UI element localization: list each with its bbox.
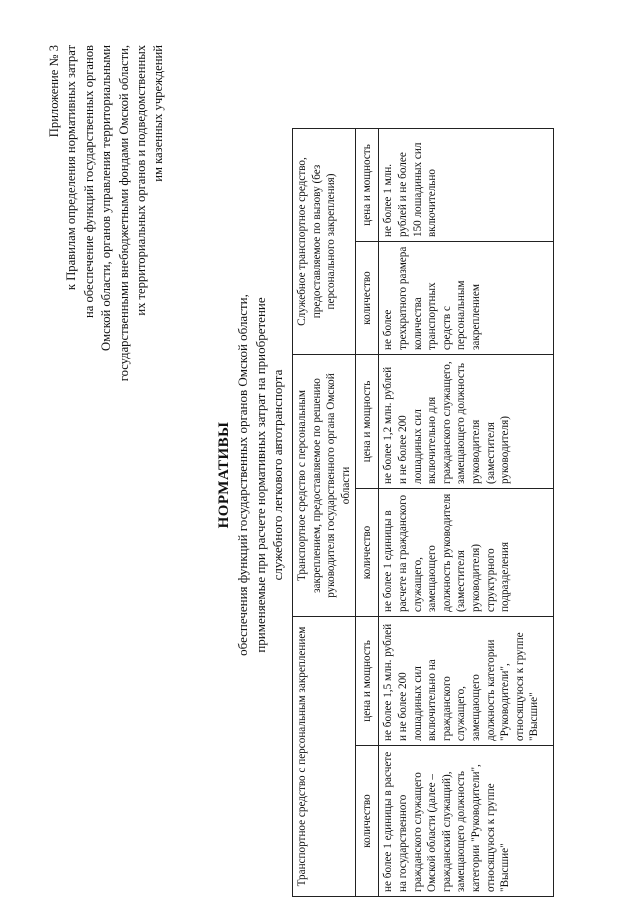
document-subtitle-line: служебного легкового автотранспорта [270,369,285,581]
group-header-personal: Транспортное средство с персональным закреплением [293,617,356,897]
column-header-quantity: количество [356,489,379,617]
table-column-header-row [356,129,379,897]
column-header-quantity: количество [356,242,379,355]
table-cell: не более 1 млн. рублей и не более 150 лошадиных сил включительно [379,129,554,242]
column-header-price-power: цена и мощность [356,129,379,242]
table-cell: не более 1 единицы в расчете на государственного гражданского служащего Омской области (далее – гражданский служащий), замещающего должность категории "Руководители", относящуюся к группе "Высшие" [379,746,554,897]
appendix-line: им казенных учреждений [151,45,166,182]
table-row [379,129,554,897]
document-title: НОРМАТИВЫ [216,421,232,529]
table-cell: не более трехкратного размера количества транспортных средств с персональным закреплением [379,242,554,355]
table-cell: не более 1,5 млн. рублей и не более 200 лошадиных сил включительно на гражданского служащего, замещающего должность категории "Руководители", относящуюся к группе "Высшие" [379,617,554,746]
group-header-by-decision: Транспортное средство с персональным закреплением, предоставляемое по решению руководителя государственного органа Омской области [293,355,356,617]
appendix-line: их территориальных органов и подведомственных [134,45,149,316]
column-header-price-power: цена и мощность [356,617,379,746]
table-cell: не более 1 единицы в расчете на гражданского служащего, замещающего должность руководителя (заместителя руководителя) структурного подразделения [379,489,554,617]
column-header-quantity: количество [356,746,379,897]
appendix-line: Омской области, органов управления территориальными [99,45,114,351]
column-header-price-power: цена и мощность [356,355,379,489]
appendix-header [46,45,168,605]
appendix-line: на обеспечение функций государственных органов [81,45,96,318]
table-group-header-row [293,129,356,897]
norms-table [292,128,554,897]
document-subtitle-line: применяемые при расчете нормативных затрат на приобретение [252,297,268,653]
appendix-line: государственными внебюджетными фондами Омской области, [116,45,131,382]
document-subtitle-line: обеспечения функций государственных органов Омской области, [235,294,250,656]
table-cell: не более 1,2 млн. рублей и не более 200 лошадиных сил включительно для гражданского служащего, замещающего должность руководителя (заместителя руководителя) [379,355,554,489]
appendix-line: Приложение № 3 [47,45,61,138]
group-header-on-call: Служебное транспортное средство, предоставляемое по вызову (без персонального закрепления) [293,129,356,355]
appendix-line: к Правилам определения нормативных затрат [64,45,79,291]
document-heading [214,195,287,755]
